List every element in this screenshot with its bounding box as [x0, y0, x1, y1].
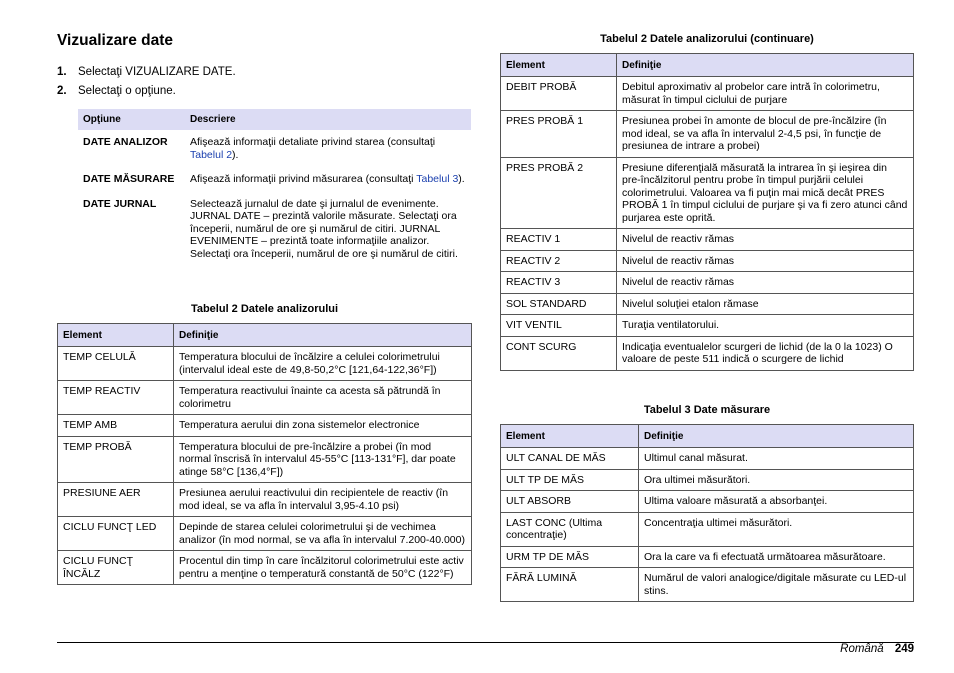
table-row [501, 315, 914, 337]
definition-cell: Temperatura aerului din zona sistemelor electronice [174, 415, 472, 437]
definition-cell: Presiunea aerului reactivului din recipientele de reactiv (în mod ideal, se va afla în intervalul 3,95-4.10 psi) [174, 483, 472, 517]
step-item [57, 66, 236, 85]
element-cell: REACTIV 3 [501, 272, 617, 294]
definition-cell: Numărul de valori analogice/digitale măsurate cu LED-ul stins. [639, 568, 914, 602]
table-2-caption: Tabelul 2 Datele analizorului [190, 303, 339, 315]
definition-cell: Ora la care va fi efectuată următoarea măsurătoare. [639, 546, 914, 568]
element-cell: TEMP PROBĂ [58, 436, 174, 483]
definition-cell: Temperatura reactivului înainte ca acesta să pătrundă în colorimetru [174, 381, 472, 415]
options-table-header [78, 109, 471, 130]
definition-cell: Debitul aproximativ al probelor care intră în colorimetru, măsurat în timpul ciclului de purjare [617, 77, 914, 111]
element-cell: ULT ABSORB [501, 491, 639, 513]
analyzer-data-table [57, 323, 472, 585]
page-number: 249 [894, 643, 914, 655]
table-row [78, 167, 471, 192]
table-row [58, 415, 472, 437]
column-header: Element [58, 324, 174, 347]
definition-cell: Nivelul de reactiv rămas [617, 250, 914, 272]
element-cell: CICLU FUNCŢ LED [58, 517, 174, 551]
page-title: Vizualizare date [57, 32, 174, 49]
element-cell: ULT TP DE MĂS [501, 469, 639, 491]
definition-cell: Depinde de starea celulei colorimetrului şi de vechimea analizor (în mod normal, se va afla în intervalul 7.200-40.000) [174, 517, 472, 551]
definition-cell: Concentraţia ultimei măsurători. [639, 512, 914, 546]
element-cell: PRES PROBĂ 1 [501, 111, 617, 158]
definition-cell: Turaţia ventilatorului. [617, 315, 914, 337]
option-description [185, 167, 471, 192]
element-cell: CONT SCURG [501, 336, 617, 370]
element-cell: URM TP DE MĂS [501, 546, 639, 568]
element-cell: VIT VENTIL [501, 315, 617, 337]
column-header: Definiţie [174, 324, 472, 347]
element-cell: ULT CANAL DE MĂS [501, 448, 639, 470]
table-row [501, 512, 914, 546]
step-item [57, 85, 236, 104]
table-row [501, 157, 914, 229]
definition-cell: Ultima valoare măsurată a absorbanţei. [639, 491, 914, 513]
option-name: DATE JURNAL [83, 197, 157, 210]
definition-cell: Temperatura blocului de pre-încălzire a probei (în mod normal înscrisă în intervalul 45-55°C [113-131°F], dar poate atinge 58°C [136,4°F]) [174, 436, 472, 483]
option-name: DATE ANALIZOR [83, 136, 168, 148]
options-table [78, 109, 471, 266]
table-row [501, 336, 914, 370]
column-header: Element [501, 425, 639, 448]
table-row [58, 517, 472, 551]
table-row [58, 381, 472, 415]
measurement-data-table [500, 424, 914, 602]
table-3-link[interactable]: Tabelul 3 [416, 173, 459, 185]
table-row [501, 77, 914, 111]
table-row [501, 546, 914, 568]
element-cell: REACTIV 2 [501, 250, 617, 272]
element-cell: CICLU FUNCŢ ÎNCĂLZ [58, 551, 174, 585]
definition-cell: Temperatura blocului de încălzire a celulei colorimetrului (intervalul ideal este de 49,8-50,2°C [121,64-122,36°F]) [174, 347, 472, 381]
element-cell: LAST CONC (Ultima concentraţie) [501, 512, 639, 546]
description-text: Afişează informaţii detaliate privind starea (consultaţi [190, 136, 436, 148]
table-row [501, 229, 914, 251]
table-row [501, 491, 914, 513]
column-header: Definiţie [639, 425, 914, 448]
table-row [501, 469, 914, 491]
column-header: Definiţie [617, 54, 914, 77]
table-row [501, 250, 914, 272]
step-number: 1. [57, 66, 67, 78]
column-header: Opţiune [78, 109, 185, 130]
table-row [58, 483, 472, 517]
definition-cell: Nivelul de reactiv rămas [617, 272, 914, 294]
table-2-continued-caption: Tabelul 2 Datele analizorului (continuare) [600, 33, 814, 45]
step-number: 2. [57, 85, 67, 97]
table-row [58, 347, 472, 381]
table-row [501, 448, 914, 470]
description-text: Afişează informaţii privind măsurarea (consultaţi [190, 173, 417, 185]
table-row [501, 272, 914, 294]
table-2-link[interactable]: Tabelul 2 [190, 148, 233, 161]
footer-language: Română [840, 643, 884, 655]
option-name: DATE MĂSURARE [83, 173, 175, 185]
step-text: Selectaţi o opţiune. [78, 85, 176, 97]
column-header: Descriere [185, 109, 471, 130]
steps-list [57, 66, 236, 104]
table-row [501, 293, 914, 315]
definition-cell: Nivelul soluţiei etalon rămase [617, 293, 914, 315]
definition-cell: Ultimul canal măsurat. [639, 448, 914, 470]
element-cell: PRESIUNE AER [58, 483, 174, 517]
table-row [78, 192, 471, 267]
footer-divider [57, 642, 914, 643]
element-cell: REACTIV 1 [501, 229, 617, 251]
table-row [58, 551, 472, 585]
table-row [501, 568, 914, 602]
definition-cell: Indicaţia eventualelor scurgeri de lichid (de la 0 la 1023) O valoare de peste 511 indică o scurgere de lichid [617, 336, 914, 370]
definition-cell: Presiunea probei în amonte de blocul de pre-încălzire (în mod ideal, se va afla în intervalul 2-4,5 psi, în funcţie de presiunea de intrare a probei) [617, 111, 914, 158]
element-cell: SOL STANDARD [501, 293, 617, 315]
table-3-caption: Tabelul 3 Date măsurare [643, 404, 771, 416]
option-description [185, 130, 471, 167]
definition-cell: Presiune diferenţială măsurată la intrarea în şi ieşirea din pre-încălzitorul pentru probe în timpul purjării celulei colorimetrului. Valoarea va fi puţin mai mică decât PRES PROBĂ 1 în timpul ciclului de purjare şi va fi zero atunci când purjarea este oprită. [617, 157, 914, 229]
table-row [501, 111, 914, 158]
definition-cell: Procentul din timp în care încălzitorul colorimetrului este activ pentru a menţine o temperatură constantă de 50°C (122°F) [174, 551, 472, 585]
analyzer-data-continued-table [500, 53, 914, 371]
option-description: Selectează jurnalul de date şi jurnalul de evenimente. JURNAL DATE – prezintă valorile măsurate. Selectaţi ora începerii, numărul de ore şi numărul de citiri. JURNAL EVENIMENTE – prezintă toate informaţiile analizor. Selectaţi ora începerii, numărul de ore şi numărul de citiri. [190, 197, 458, 260]
element-cell: TEMP AMB [58, 415, 174, 437]
element-cell: FĂRĂ LUMINĂ [501, 568, 639, 602]
element-cell: TEMP REACTIV [58, 381, 174, 415]
step-text: Selectaţi VIZUALIZARE DATE. [78, 66, 236, 78]
element-cell: TEMP CELULĂ [58, 347, 174, 381]
description-text: ). [458, 173, 465, 185]
definition-cell: Nivelul de reactiv rămas [617, 229, 914, 251]
page-footer [840, 643, 914, 655]
table-row [58, 436, 472, 483]
table-row [78, 130, 471, 167]
column-header: Element [501, 54, 617, 77]
description-text: ). [232, 148, 239, 161]
element-cell: DEBIT PROBĂ [501, 77, 617, 111]
element-cell: PRES PROBĂ 2 [501, 157, 617, 229]
definition-cell: Ora ultimei măsurători. [639, 469, 914, 491]
